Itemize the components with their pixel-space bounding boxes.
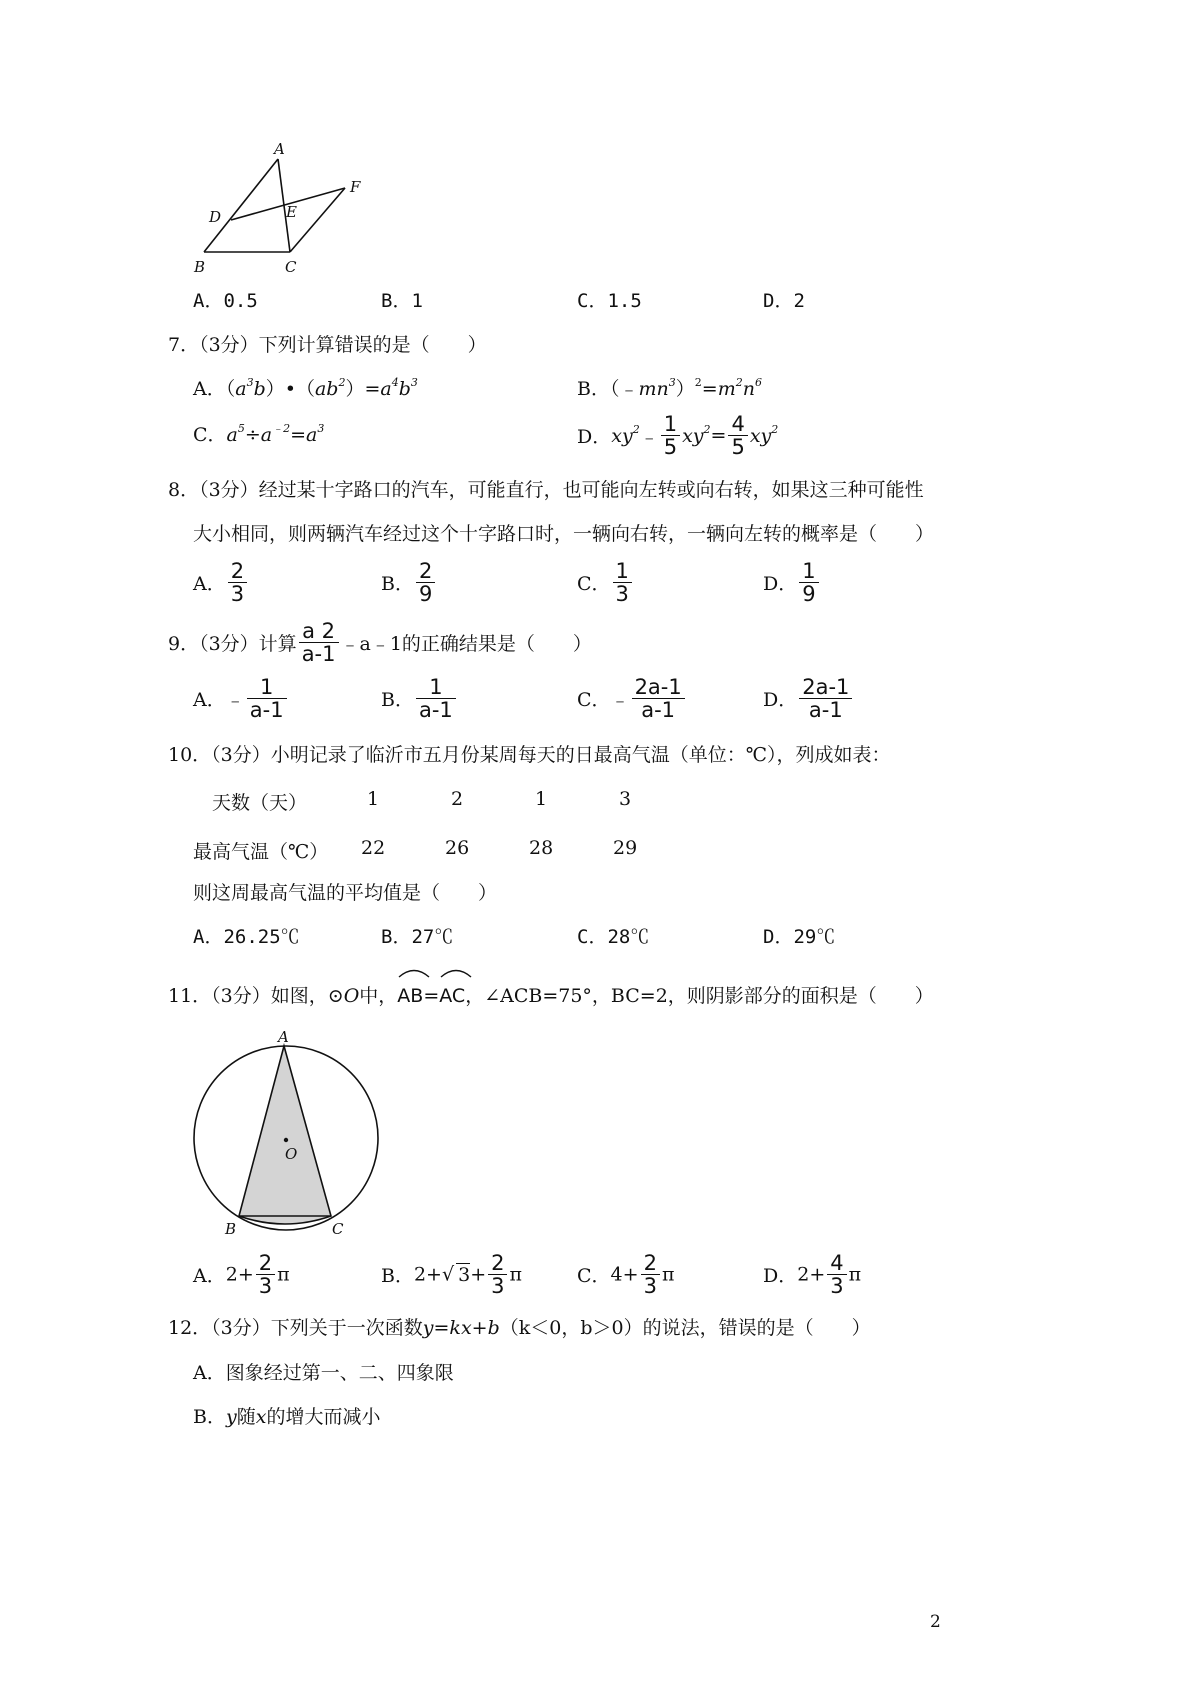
q11-option-a: A．2+ $\frac{2}{3}$ π [193,1251,290,1299]
q7-option-c: C．$a^5\div a^{﹣2}=a^3$ [193,422,325,446]
q7-stem: 7．（3分）下列计算错误的是（ ） [168,334,487,356]
q8-stem-line1: 8．（3分）经过某十字路口的汽车，可能直行，也可能向左转或向右转，如果这三种可能性 [168,479,924,501]
q9-option-a: A．﹣ $\frac{1}{a-1}$ [193,676,289,721]
table-cell: 1 [367,788,380,810]
q9-stem: 9．（3分）计算 $\frac{a 2}{a-1}$ ﹣a﹣1的正确结果是（ ） [168,619,592,667]
label-o: O [285,1145,298,1163]
q12-option-a: A．图象经过第一、二、四象限 [193,1362,454,1384]
q12-stem: 12．（3分）下列关于一次函数y=kx+b（k＜0，b＞0）的说法，错误的是（ ） [168,1317,871,1339]
page-number: 2 [930,1612,941,1632]
label-f: F [350,178,361,196]
q10-option-c: C．28℃ [577,926,650,948]
label-c: C [285,258,297,276]
table-cell: 22 [361,837,386,859]
q8-option-c: C． $\frac{1}{3}$ [577,560,634,605]
label-a: A [278,1028,289,1046]
table-cell: 3 [619,788,632,810]
label-e: E [286,203,297,221]
q7-option-a: A．$(a^3b)•(ab^2)=a^4b^3$ [193,376,418,400]
q6-option-b: B．1 [381,290,423,312]
label-c: C [332,1220,344,1238]
q11-option-d: D．2+ $\frac{4}{3}$ π [763,1251,862,1299]
q8-option-d: D． $\frac{1}{9}$ [763,560,821,605]
q7-option-d: D．$xy^2﹣$ $\frac{1}{5}$ $xy^2=$ $\frac{4}{5}$ $xy^2$ [577,412,779,460]
q8-option-a: A． $\frac{2}{3}$ [193,560,249,605]
label-b: B [225,1220,237,1238]
q9-option-d: D． $\frac{2a-1}{a-1}$ [763,676,854,721]
circle-figure [185,1022,390,1240]
q10-option-d: D．29℃ [763,926,836,948]
q6-option-d: D．2 [763,290,805,312]
q11-stem: 11．（3分）如图，⊙O中， AB= AC，∠ACB=75°，BC=2，则阴影部分的面积是（ ） [168,970,934,1016]
arc-ac: AC [439,970,465,1016]
q10-option-a: A．26.25℃ [193,926,300,948]
q10-stem: 10．（3分）小明记录了临沂市五月份某周每天的日最高气温（单位：℃），列成如表： [168,744,891,766]
parallelogram-figure [190,140,390,280]
table-cell: 29 [613,837,638,859]
q6-option-a: A．0.5 [193,290,258,312]
q7-option-b: B．$(﹣mn^3)^2=m^2n^6$ [577,376,762,400]
q9-option-b: B． $\frac{1}{a-1}$ [381,676,458,721]
q11-option-c: C．4+ $\frac{2}{3}$ π [577,1251,675,1299]
q11-option-b: B．2+√ 3+ $\frac{2}{3}$ π [381,1251,522,1299]
q10-question: 则这周最高气温的平均值是（ ） [193,882,498,904]
q9-option-c: C．﹣ $\frac{2a-1}{a-1}$ [577,676,687,721]
label-d: D [209,208,222,226]
table-row2-header: 最高气温（℃） [193,841,329,863]
q8-option-b: B． $\frac{2}{9}$ [381,560,437,605]
table-cell: 26 [445,837,470,859]
label-a: A [274,140,285,158]
table-row1-header: 天数（天） [212,792,308,814]
q6-option-c: C．1.5 [577,290,642,312]
q10-option-b: B．27℃ [381,926,454,948]
arc-ab: AB [397,970,423,1016]
q8-stem-line2: 大小相同，则两辆汽车经过这个十字路口时，一辆向右转，一辆向左转的概率是（ ） [193,523,935,545]
table-cell: 2 [451,788,464,810]
label-b: B [194,258,206,276]
table-cell: 28 [529,837,554,859]
q12-option-b: B．y随x的增大而减小 [193,1406,381,1428]
table-cell: 1 [535,788,548,810]
